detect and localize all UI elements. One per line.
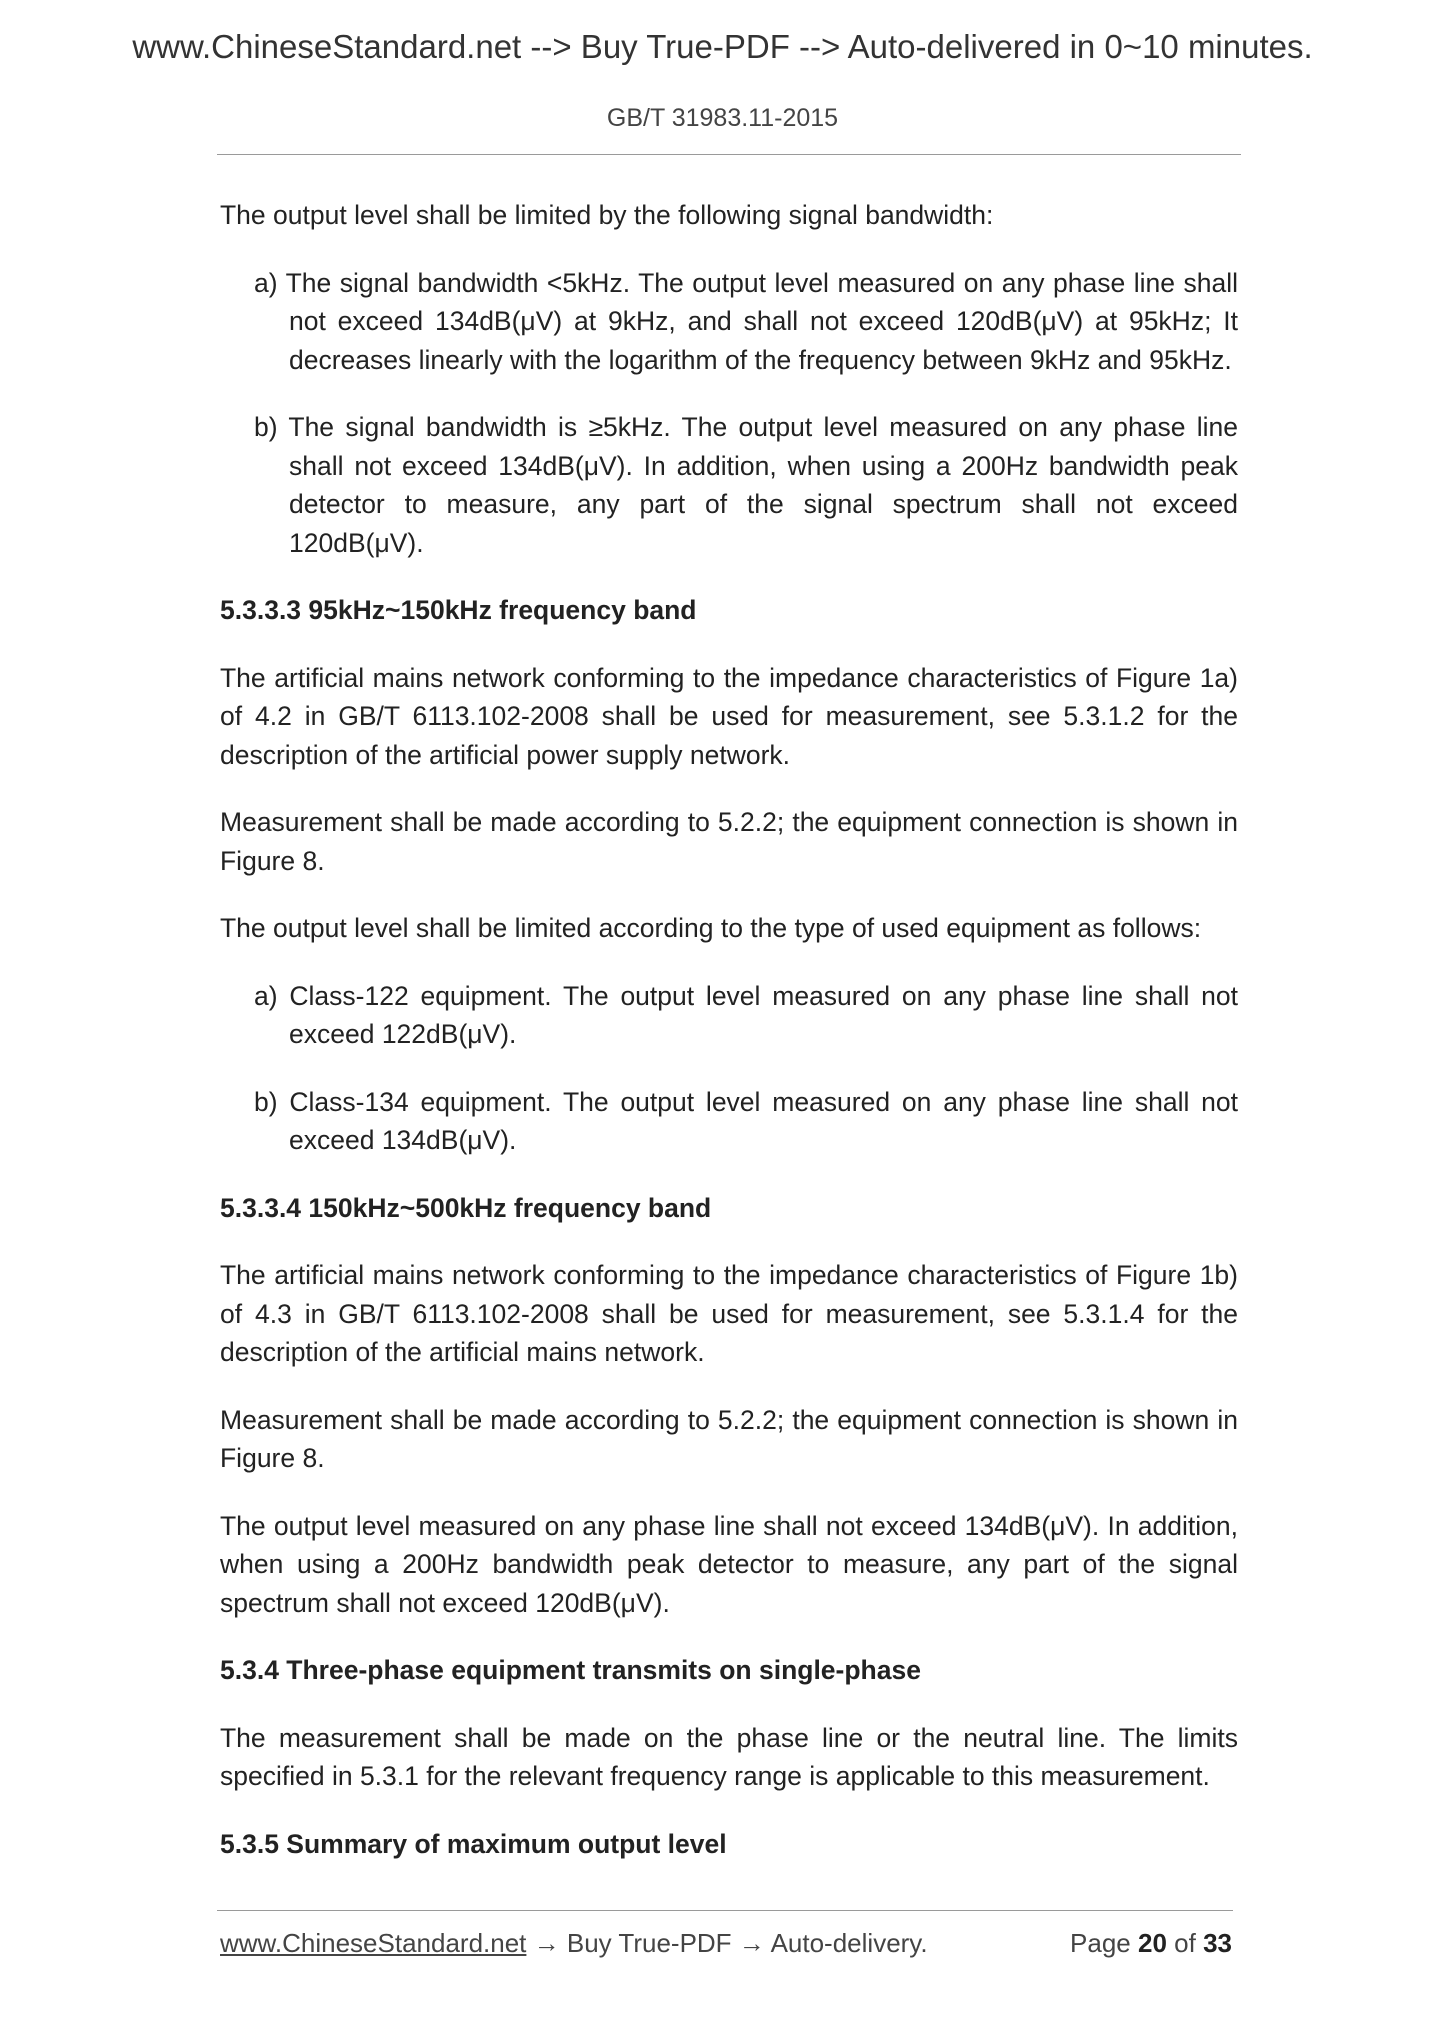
paragraph-artificial-mains-1a: The artificial mains network conforming to the impedance characteristics of Figure 1a) of 4.2 in GB/T 6113.102-2008 shall be used for measurement, see 5.3.1.2 for the description of the artificial power supply network. (220, 662, 1238, 770)
page-total: 33 (1203, 1928, 1232, 1958)
paragraph-phase-neutral-measurement: The measurement shall be made on the phase line or the neutral line. The limits specified in 5.3.1 for the relevant frequency range is applicable to this measurement. (220, 1722, 1238, 1791)
standard-id: GB/T 31983.11-2015 (606, 104, 839, 132)
page-footer (220, 1928, 1232, 1959)
footer-tagline: → Buy True-PDF → Auto-delivery. (526, 1928, 928, 1958)
list-item-class-122: a) Class-122 equipment. The output level measured on any phase line shall not exceed 122dB(μV). (254, 980, 1238, 1049)
header-divider (217, 154, 1241, 155)
document-body (220, 196, 1238, 1892)
page-indicator (1070, 1928, 1232, 1959)
paragraph-measurement-figure8-a: Measurement shall be made according to 5.2.2; the equipment connection is shown in Figure 8. (220, 807, 1238, 876)
site-banner: www.ChineseStandard.net --> Buy True-PDF --> Auto-delivered in 0~10 minutes. (132, 28, 1313, 65)
paragraph-output-level-limit: The output level measured on any phase line shall not exceed 134dB(μV). In addition, when using a 200Hz bandwidth peak detector to measure, any part of the signal spectrum shall not exceed 120dB(μV). (220, 1510, 1238, 1618)
footer-site-link[interactable]: www.ChineseStandard.net (220, 1928, 527, 1958)
paragraph-signal-bandwidth-intro: The output level shall be limited by the following signal bandwidth: (220, 200, 994, 230)
page-current: 20 (1138, 1928, 1167, 1958)
paragraph-artificial-mains-1b: The artificial mains network conforming to the impedance characteristics of Figure 1b) of 4.3 in GB/T 6113.102-2008 shall be used for measurement, see 5.3.1.4 for the description of the artificial mains network. (220, 1260, 1238, 1367)
footer-divider (217, 1910, 1233, 1911)
list-item-bandwidth-below-5khz: a) The signal bandwidth <5kHz. The output level measured on any phase line shall not exceed 134dB(μV) at 9kHz, and shall not exceed 120dB(μV) at 95kHz; It decreases linearly with the logarithm of the frequency between 9kHz and 95kHz. (254, 267, 1238, 375)
section-heading-95-150khz: 5.3.3.3 95kHz~150kHz frequency band (220, 595, 697, 625)
list-item-bandwidth-above-5khz: b) The signal bandwidth is ≥5kHz. The output level measured on any phase line shall not exceed 134dB(μV). In addition, when using a 200Hz bandwidth peak detector to measure, any part of the signal spectrum shall not exceed 120dB(μV). (254, 412, 1238, 558)
paragraph-equipment-type-intro: The output level shall be limited according to the type of used equipment as follows: (220, 913, 1202, 943)
page-word: Page (1070, 1928, 1131, 1958)
list-item-class-134: b) Class-134 equipment. The output level measured on any phase line shall not exceed 134dB(μV). (254, 1086, 1238, 1155)
of-word: of (1174, 1928, 1196, 1958)
section-heading-summary: 5.3.5 Summary of maximum output level (220, 1828, 727, 1859)
section-heading-three-phase: 5.3.4 Three-phase equipment transmits on single-phase (220, 1655, 921, 1685)
paragraph-measurement-figure8-b: Measurement shall be made according to 5.2.2; the equipment connection is shown in Figure 8. (220, 1404, 1238, 1473)
section-heading-150-500khz: 5.3.3.4 150kHz~500kHz frequency band (220, 1192, 712, 1223)
